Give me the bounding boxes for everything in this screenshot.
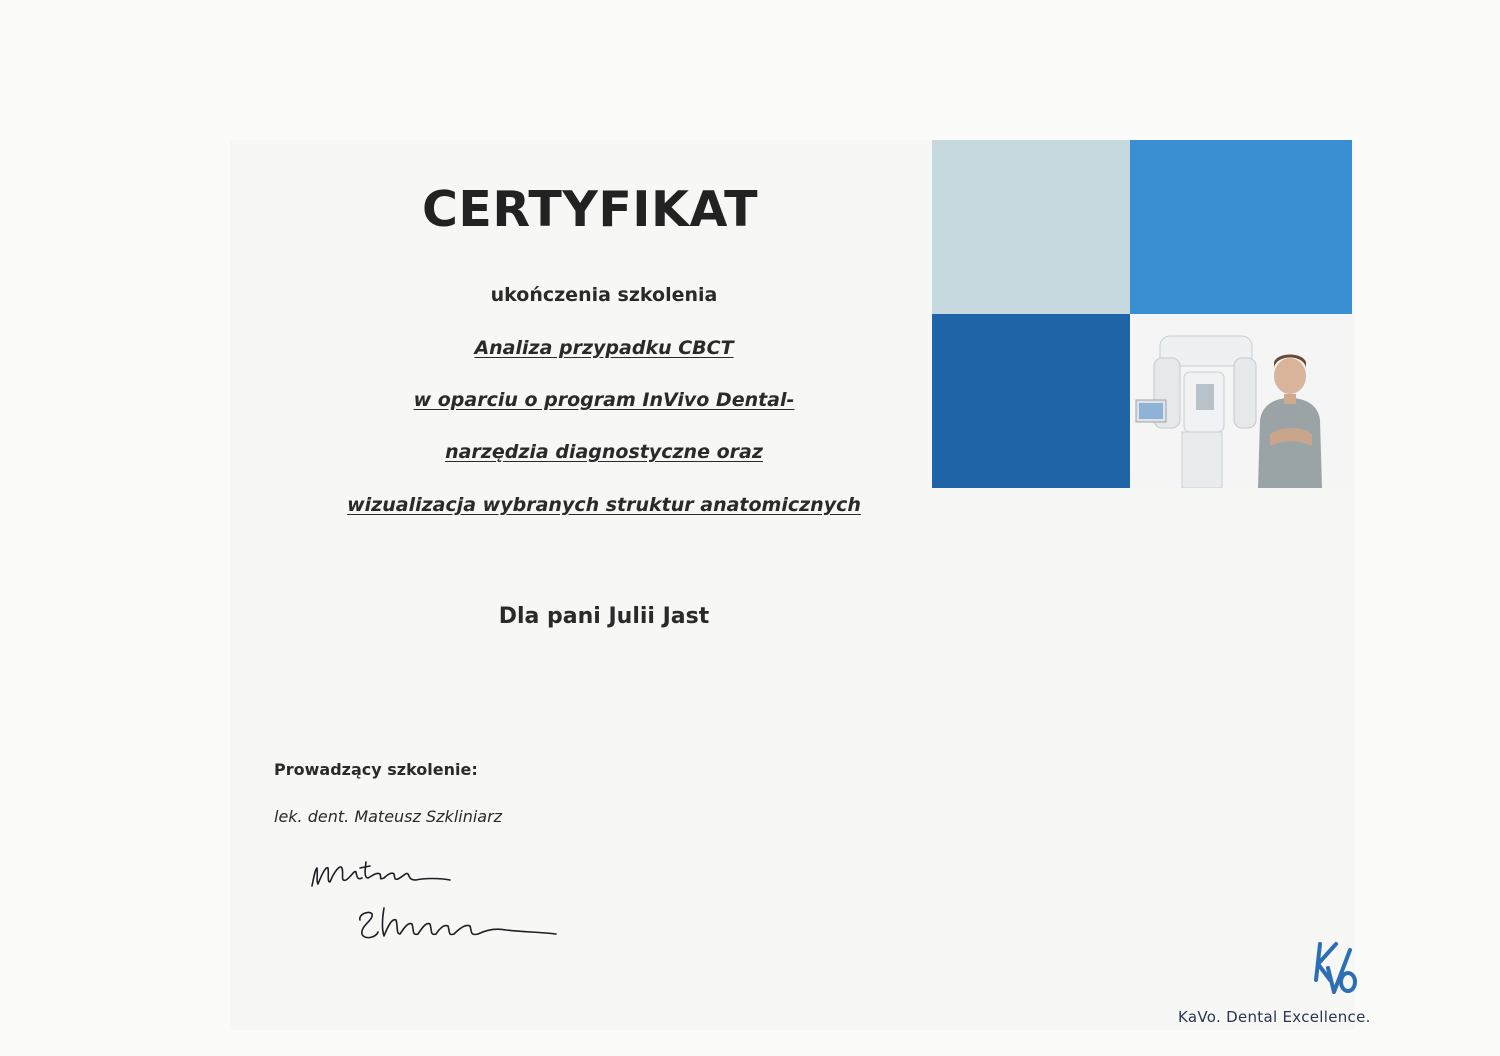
trainer-label: Prowadzący szkolenie:: [274, 760, 478, 779]
decorative-tile-light: [932, 140, 1130, 314]
course-title-line-3: narzędzia diagnostyczne oraz: [445, 441, 763, 463]
decorative-tile-dark: [932, 314, 1130, 488]
cbct-scanner-with-dentist-icon: [1130, 314, 1352, 488]
course-title-line-4: wizualizacja wybranych struktur anatomicznych: [347, 494, 861, 516]
kavo-logo-icon: [1310, 940, 1360, 996]
brand-tagline: KaVo. Dental Excellence.: [1178, 1008, 1371, 1026]
certificate-subtitle: ukończenia szkolenia: [490, 284, 718, 306]
decorative-tile-mid: [1130, 140, 1352, 314]
course-title-line-2: w oparciu o program InVivo Dental-: [413, 389, 795, 411]
certificate-title: CERTYFIKAT: [421, 181, 759, 238]
course-title-line-1: Analiza przypadku CBCT: [474, 337, 734, 359]
trainer-name: lek. dent. Mateusz Szkliniarz: [274, 807, 503, 826]
recipient-name: Dla pani Julii Jast: [498, 604, 710, 629]
handwritten-signature: [300, 848, 570, 948]
